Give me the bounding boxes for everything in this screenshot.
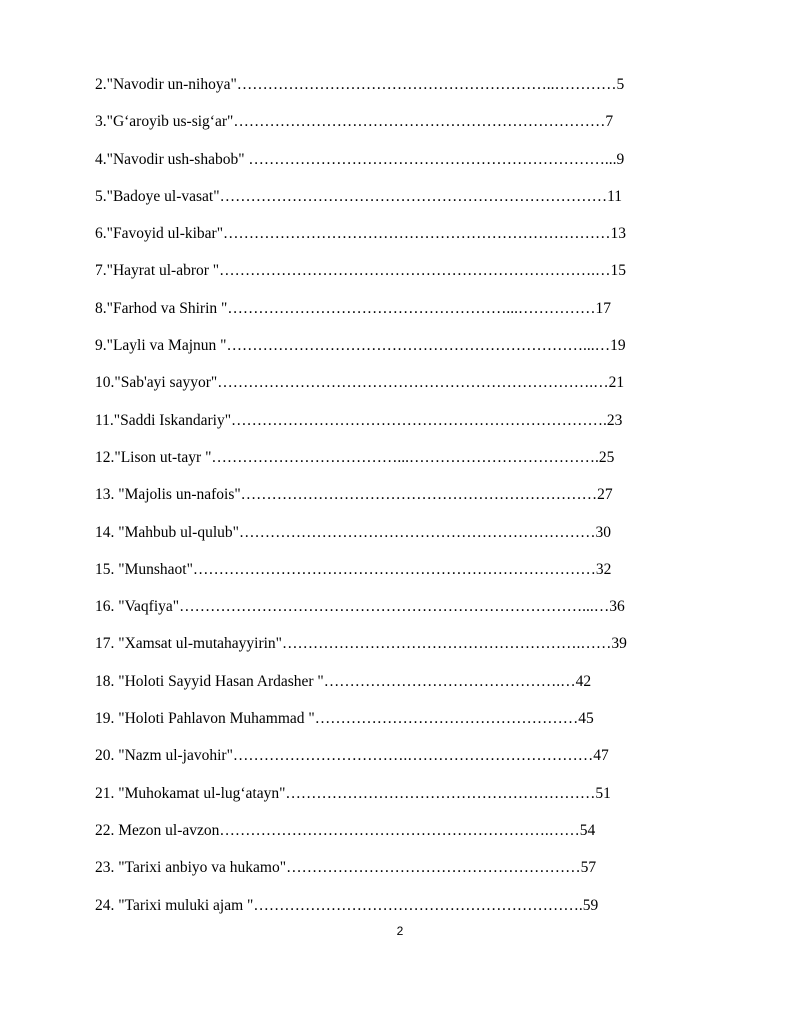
toc-entry: 9."Layli va Majnun "……………………………………………………………...…19 — [95, 337, 626, 355]
toc-entry: 15. "Munshaot"……………………………………………………………………32 — [95, 560, 612, 578]
toc-entry: 7."Hayrat ul-abror "……………………………………………………………….…15 — [95, 262, 626, 280]
page-number: 2 — [396, 924, 404, 938]
toc-entry: 8."Farhod va Shirin "………………………………………………...……………17 — [95, 299, 611, 317]
toc-entry: 22. Mezon ul-avzon……………………………………………………….……54 — [95, 821, 596, 839]
toc-entry: 18. "Holoti Sayyid Hasan Ardasher "……………………………………….…42 — [95, 672, 592, 690]
toc-entry: 5."Badoye ul-vasat"…………………………………………………………………11 — [95, 187, 622, 205]
toc-entry: 17. "Xamsat ul-mutahayyirin"………………………………………………….……39 — [95, 635, 627, 653]
toc-entry: 23. "Tarixi anbiyo va hukamo"…………………………………………………57 — [95, 859, 597, 877]
toc-entry: 4."Navodir ush-shabob" ……………………………………………………………...9 — [95, 150, 625, 168]
toc-entry: 6."Favoyid ul-kibar"…………………………………………………………………13 — [95, 225, 627, 243]
toc-entry: 2."Navodir un-nihoya"……………………………………………………..…………5 — [95, 76, 625, 93]
toc-entry: 10."Sab'ayi sayyor"……………………………………………………………….…21 — [95, 374, 625, 392]
toc-entry: 3."G‘aroyib us-sig‘ar"………………………………………………………………7 — [95, 113, 614, 131]
toc-entry: 11."Saddi Iskandariy"……………………………………………………………….23 — [95, 411, 623, 429]
toc-entry: 13. "Majolis un-nafois"……………………………………………………………27 — [95, 486, 613, 504]
toc-entry: 14. "Mahbub ul-qulub"……………………………………………………………30 — [95, 523, 611, 541]
toc-entry: 21. "Muhokamat ul-lug‘atayn"……………………………………………………51 — [95, 784, 611, 802]
table-of-contents — [95, 73, 715, 931]
toc-entry: 12."Lison ut-tayr "………………………………...……………………………….25 — [95, 448, 615, 466]
toc-entry: 19. "Holoti Pahlavon Muhammad "……………………………………………45 — [95, 710, 594, 728]
toc-entry: 16. "Vaqfiya"……………………………………………………………………...…36 — [95, 598, 625, 616]
toc-entry: 24. "Tarixi muluki ajam "……………………………………………………….59 — [95, 896, 599, 914]
toc-entry: 20. "Nazm ul-javohir"…………………………….………………………………47 — [95, 747, 609, 765]
